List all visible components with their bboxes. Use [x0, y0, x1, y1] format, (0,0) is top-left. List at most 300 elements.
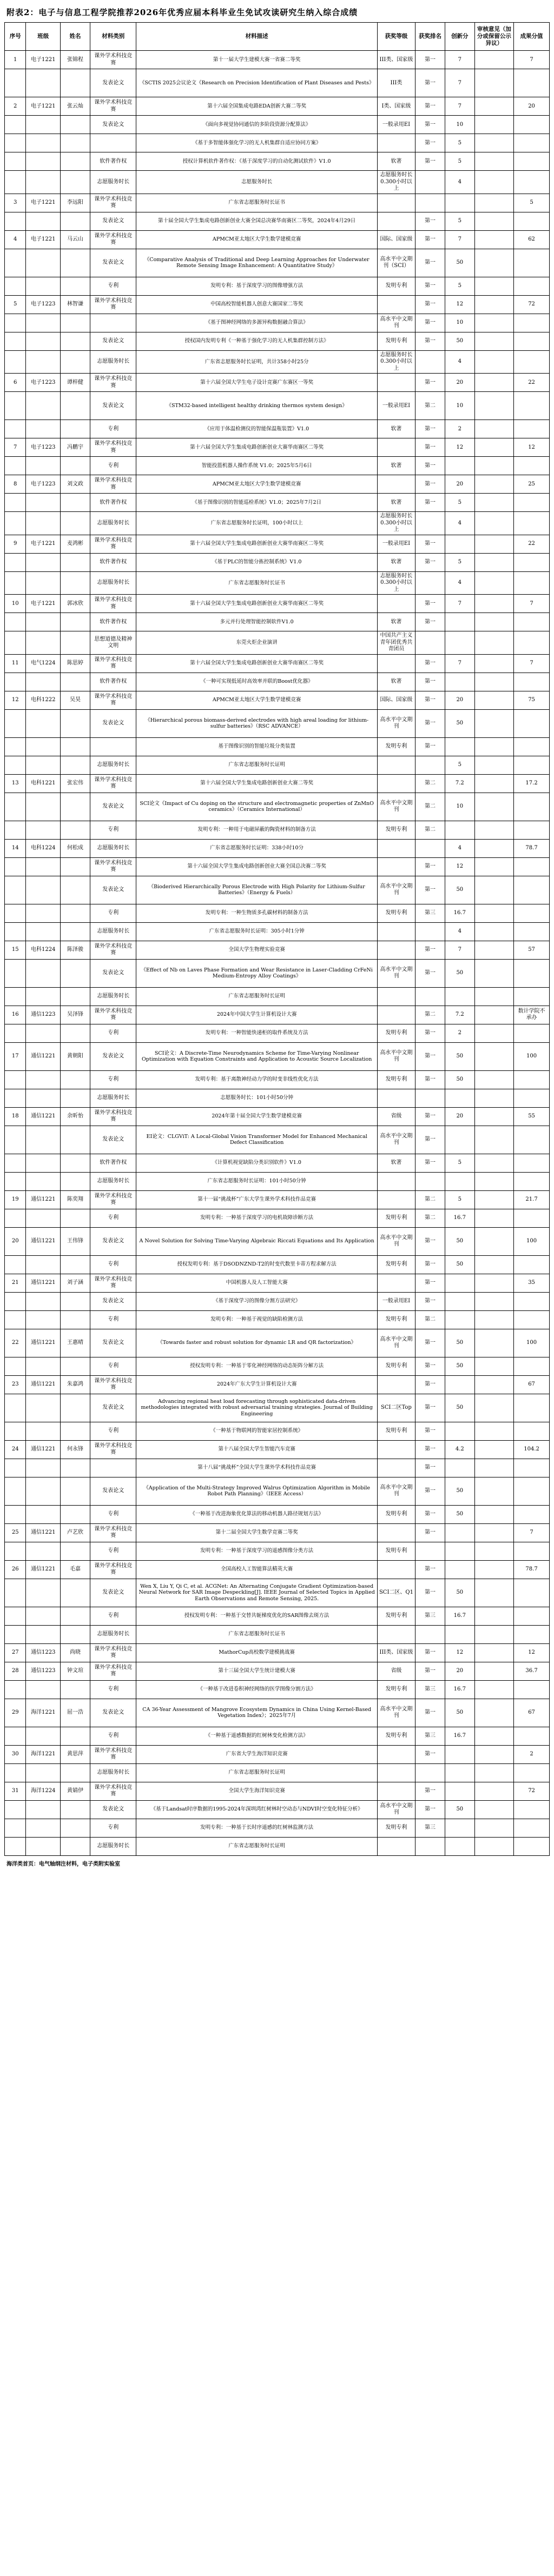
cell-name	[61, 69, 90, 97]
cell-description: 广东省志愿服务时长证明：305小时1分钟	[136, 922, 377, 941]
cell-name: 吴泽锋	[61, 1006, 90, 1024]
cell-category: 发表论文	[90, 212, 136, 230]
cell-rank: 第一	[416, 1255, 445, 1274]
cell-name	[61, 1607, 90, 1625]
cell-name	[61, 392, 90, 420]
cell-award-level	[377, 857, 415, 876]
cell-description: 广东省志愿服务时长证明	[136, 1837, 377, 1855]
cell-rank: 第一	[416, 97, 445, 116]
cell-index	[5, 1357, 26, 1375]
cell-award-level: 发明专利	[377, 904, 415, 922]
table-row	[5, 277, 550, 295]
cell-award-level: 发明专利	[377, 332, 415, 350]
cell-innovation-score: 20	[445, 691, 474, 709]
cell-class	[26, 392, 61, 420]
cell-class: 通信1223	[26, 1006, 61, 1024]
cell-index	[5, 512, 26, 535]
cell-rank: 第一	[416, 959, 445, 987]
cell-name: 冯鹏宇	[61, 438, 90, 457]
cell-name	[61, 631, 90, 655]
cell-category: 发表论文	[90, 709, 136, 737]
cell-class	[26, 709, 61, 737]
cell-index	[5, 494, 26, 512]
cell-innovation-score: 5	[445, 1190, 474, 1209]
cell-class	[26, 1357, 61, 1375]
cell-review-opinion	[474, 876, 513, 904]
cell-result-score: 7	[514, 595, 550, 613]
cell-description: Advancing regional heat load forecasting through sophisticated data-driven methodologies integrated with robust adversarial training strategies. Journal of Building Engineering	[136, 1394, 377, 1422]
cell-name	[61, 987, 90, 1006]
cell-index: 5	[5, 295, 26, 314]
cell-index	[5, 1837, 26, 1855]
cell-name	[61, 922, 90, 941]
cell-index	[5, 571, 26, 595]
cell-result-score	[514, 1477, 550, 1505]
cell-index	[5, 876, 26, 904]
cell-rank: 第二	[416, 774, 445, 793]
cell-award-level	[377, 941, 415, 959]
cell-rank: 第二	[416, 1190, 445, 1209]
cell-rank: 第一	[416, 134, 445, 152]
cell-class	[26, 1625, 61, 1643]
cell-result-score	[514, 116, 550, 134]
document-footer: 海洋类首页：电气轴纲注材料，电子类附实验室	[6, 1861, 120, 1867]
cell-description: 《基于图神经网络的多源异构数据融合算法》	[136, 314, 377, 332]
cell-result-score	[514, 1422, 550, 1440]
cell-award-level	[377, 374, 415, 392]
cell-category: 课外学术科技竞赛	[90, 374, 136, 392]
cell-rank	[416, 350, 445, 374]
cell-class: 电科1222	[26, 691, 61, 709]
cell-rank: 第一	[416, 535, 445, 553]
cell-rank: 第一	[416, 1477, 445, 1505]
table-row	[5, 1329, 550, 1357]
cell-review-opinion	[474, 1625, 513, 1643]
cell-award-level	[377, 1745, 415, 1763]
cell-category: 课外学术科技竞赛	[90, 1440, 136, 1459]
cell-innovation-score: 50	[445, 1477, 474, 1505]
cell-award-level: 高水平中文期刊	[377, 1699, 415, 1727]
table-row	[5, 595, 550, 613]
cell-review-opinion	[474, 1375, 513, 1394]
cell-class: 通信1221	[26, 1227, 61, 1255]
cell-index: 18	[5, 1107, 26, 1126]
cell-description: 发明专利：一种基于视觉的缺陷检测方法	[136, 1310, 377, 1329]
cell-result-score	[514, 1292, 550, 1310]
cell-index: 9	[5, 535, 26, 553]
table-row	[5, 1745, 550, 1763]
cell-innovation-score	[445, 1172, 474, 1190]
cell-review-opinion	[474, 1422, 513, 1440]
cell-description: 《一种基于遥感数据的红树林变化检测方法》	[136, 1727, 377, 1745]
cell-innovation-score: 4	[445, 350, 474, 374]
cell-rank: 第一	[416, 457, 445, 475]
cell-result-score: 7	[514, 1523, 550, 1542]
cell-rank	[416, 1172, 445, 1190]
cell-award-level	[377, 1837, 415, 1855]
cell-review-opinion	[474, 438, 513, 457]
cell-innovation-score: 7	[445, 654, 474, 673]
cell-rank: 第一	[416, 277, 445, 295]
cell-result-score	[514, 737, 550, 756]
cell-name	[61, 1310, 90, 1329]
cell-review-opinion	[474, 69, 513, 97]
cell-index: 17	[5, 1042, 26, 1070]
cell-description: 全国高校人工智能算法精英大赛	[136, 1560, 377, 1579]
cell-rank: 第一	[416, 1042, 445, 1070]
table-row	[5, 737, 550, 756]
cell-category: 专利	[90, 1024, 136, 1042]
cell-index: 12	[5, 691, 26, 709]
cell-category: 专利	[90, 457, 136, 475]
cell-name	[61, 1357, 90, 1375]
cell-category: 课外学术科技竞赛	[90, 1745, 136, 1763]
cell-rank: 第一	[416, 1560, 445, 1579]
cell-award-level: 高水平中文期刊	[377, 1477, 415, 1505]
cell-rank: 第一	[416, 1024, 445, 1042]
cell-class: 电子1223	[26, 475, 61, 494]
cell-name: 毛嘉	[61, 1560, 90, 1579]
cell-result-score	[514, 793, 550, 821]
cell-review-opinion	[474, 1070, 513, 1089]
cell-rank	[416, 171, 445, 194]
cell-index	[5, 420, 26, 438]
cell-review-opinion	[474, 249, 513, 277]
cell-class	[26, 1579, 61, 1607]
cell-rank: 第一	[416, 51, 445, 69]
cell-index: 7	[5, 438, 26, 457]
cell-review-opinion	[474, 392, 513, 420]
cell-name: 张云灿	[61, 97, 90, 116]
cell-innovation-score	[445, 1745, 474, 1763]
cell-description: 发明专利：一种生物质多孔碳材料的制备方法	[136, 904, 377, 922]
cell-rank: 第三	[416, 1680, 445, 1699]
cell-award-level	[377, 438, 415, 457]
cell-category: 专利	[90, 1209, 136, 1227]
cell-innovation-score: 5	[445, 756, 474, 774]
cell-name	[61, 959, 90, 987]
cell-result-score: 55	[514, 1107, 550, 1126]
cell-award-level: 发明专利	[377, 1209, 415, 1227]
cell-rank: 第一	[416, 1643, 445, 1662]
cell-name: 朱嘉鸿	[61, 1375, 90, 1394]
cell-review-opinion	[474, 212, 513, 230]
cell-rank: 第一	[416, 709, 445, 737]
cell-review-opinion	[474, 374, 513, 392]
cell-rank: 第三	[416, 1607, 445, 1625]
cell-description: 授权计算机软件著作权：《基于深度学习的自动化测试软件》V1.0	[136, 152, 377, 171]
cell-review-opinion	[474, 793, 513, 821]
cell-award-level: 中国共产主义青年团优秀共青团员	[377, 631, 415, 655]
cell-class: 通信1221	[26, 1274, 61, 1292]
cell-innovation-score: 50	[445, 1800, 474, 1819]
cell-innovation-score: 12	[445, 295, 474, 314]
cell-award-level: 发明专利	[377, 1422, 415, 1440]
cell-award-level: 软著	[377, 1154, 415, 1172]
cell-class: 电子1223	[26, 438, 61, 457]
cell-name	[61, 332, 90, 350]
cell-rank: 第一	[416, 1745, 445, 1763]
cell-name	[61, 1089, 90, 1107]
cell-review-opinion	[474, 904, 513, 922]
table-row	[5, 1607, 550, 1625]
cell-rank	[416, 194, 445, 212]
cell-rank	[416, 1763, 445, 1782]
cell-description: 《Hierarchical porous biomass-derived electrodes with high areal loading for lithium-sulfur batteries》（RSC ADVANCE）	[136, 709, 377, 737]
cell-name	[61, 116, 90, 134]
cell-innovation-score: 7	[445, 230, 474, 249]
cell-category: 课外学术科技竞赛	[90, 1662, 136, 1680]
table-row	[5, 457, 550, 475]
cell-class	[26, 116, 61, 134]
cell-award-level: 高水平中文期刊	[377, 793, 415, 821]
table-row	[5, 1024, 550, 1042]
cell-award-level	[377, 475, 415, 494]
cell-category: 发表论文	[90, 1477, 136, 1505]
cell-innovation-score	[445, 1625, 474, 1643]
cell-review-opinion	[474, 987, 513, 1006]
cell-result-score	[514, 1819, 550, 1837]
cell-description: 《一种可实现低延时高效率并联的Boost优化器》	[136, 673, 377, 691]
cell-class	[26, 1607, 61, 1625]
cell-index	[5, 1477, 26, 1505]
table-row	[5, 1274, 550, 1292]
cell-award-level	[377, 1625, 415, 1643]
cell-index	[5, 613, 26, 631]
cell-name	[61, 737, 90, 756]
cell-name: 吴昊	[61, 691, 90, 709]
cell-index	[5, 1579, 26, 1607]
cell-class	[26, 1209, 61, 1227]
cell-category: 软件著作权	[90, 613, 136, 631]
cell-description: 第十六届全国大学生集成电路创新创业大赛二等奖	[136, 774, 377, 793]
cell-rank: 第一	[416, 212, 445, 230]
cell-rank: 第一	[416, 1154, 445, 1172]
cell-class	[26, 1505, 61, 1523]
cell-innovation-score: 7	[445, 97, 474, 116]
cell-innovation-score: 7	[445, 51, 474, 69]
cell-review-opinion	[474, 1542, 513, 1560]
cell-description: 《计算机视觉缺陷分类识别软件》V1.0	[136, 1154, 377, 1172]
header-name: 姓名	[61, 23, 90, 51]
cell-result-score: 7	[514, 654, 550, 673]
cell-index: 30	[5, 1745, 26, 1763]
cell-award-level	[377, 1274, 415, 1292]
cell-index: 3	[5, 194, 26, 212]
cell-name	[61, 1579, 90, 1607]
cell-name	[61, 1625, 90, 1643]
cell-description: 第十一届大学生建模大赛一省赛二等奖	[136, 51, 377, 69]
cell-rank	[416, 1542, 445, 1560]
cell-name: 陈奕翔	[61, 1190, 90, 1209]
cell-award-level: 志愿服务时长0.300小时以上	[377, 571, 415, 595]
cell-description: 广东省志愿服务时长证书	[136, 1625, 377, 1643]
cell-award-level: 发明专利	[377, 1310, 415, 1329]
cell-result-score	[514, 1800, 550, 1819]
cell-innovation-score: 50	[445, 1255, 474, 1274]
cell-innovation-score: 10	[445, 793, 474, 821]
cell-award-level: 软著	[377, 553, 415, 571]
cell-award-level	[377, 1375, 415, 1394]
cell-rank: 第三	[416, 1819, 445, 1837]
cell-review-opinion	[474, 595, 513, 613]
cell-award-level: 省级	[377, 1107, 415, 1126]
cell-class: 电子1223	[26, 374, 61, 392]
cell-description: 广东省志愿服务时长证书	[136, 571, 377, 595]
table-row	[5, 134, 550, 152]
cell-award-level	[377, 1763, 415, 1782]
cell-category: 专利	[90, 1422, 136, 1440]
cell-innovation-score: 20	[445, 475, 474, 494]
cell-result-score	[514, 1505, 550, 1523]
cell-review-opinion	[474, 1579, 513, 1607]
cell-result-score: 21.7	[514, 1190, 550, 1209]
cell-name	[61, 1680, 90, 1699]
cell-description: 广东省志愿服务时长证明：101小时50分钟	[136, 1172, 377, 1190]
cell-result-score: 57	[514, 941, 550, 959]
cell-award-level: 发明专利	[377, 277, 415, 295]
cell-review-opinion	[474, 941, 513, 959]
cell-award-level: III类、国家级	[377, 51, 415, 69]
table-row	[5, 1089, 550, 1107]
table-row	[5, 212, 550, 230]
table-row	[5, 839, 550, 857]
cell-name	[61, 1837, 90, 1855]
cell-class: 电气1224	[26, 654, 61, 673]
header-innovation-score: 创新分	[445, 23, 474, 51]
cell-category: 志愿服务时长	[90, 987, 136, 1006]
cell-result-score	[514, 1070, 550, 1089]
cell-category: 思想道德及精神文明	[90, 631, 136, 655]
cell-name	[61, 277, 90, 295]
cell-name: 钟文瑄	[61, 1662, 90, 1680]
cell-description: 发明专利：一种基于长时序遥感的红树林监测方法	[136, 1819, 377, 1837]
cell-category: 专利	[90, 1819, 136, 1837]
cell-description: 第十六届全国大学生集成电路创新创业大赛华南赛区二等奖	[136, 595, 377, 613]
cell-innovation-score: 2	[445, 420, 474, 438]
cell-index: 4	[5, 230, 26, 249]
cell-description: 《Comparative Analysis of Traditional and Deep Learning Approaches for Underwater Remote Sensing Image Enhancement: A Quantitative Study》	[136, 249, 377, 277]
cell-award-level: 发明专利	[377, 1070, 415, 1089]
cell-class: 通信1221	[26, 1329, 61, 1357]
cell-rank: 第一	[416, 69, 445, 97]
cell-award-level: 发明专利	[377, 1357, 415, 1375]
cell-rank: 第一	[416, 1505, 445, 1523]
cell-innovation-score: 50	[445, 1070, 474, 1089]
cell-award-level	[377, 756, 415, 774]
cell-rank: 第一	[416, 374, 445, 392]
cell-class	[26, 1292, 61, 1310]
cell-name	[61, 1070, 90, 1089]
cell-name	[61, 1255, 90, 1274]
cell-innovation-score: 20	[445, 1107, 474, 1126]
cell-innovation-score: 10	[445, 314, 474, 332]
cell-award-level: 发明专利	[377, 1505, 415, 1523]
cell-rank: 第一	[416, 438, 445, 457]
cell-name: 陈泽骏	[61, 941, 90, 959]
cell-class: 通信1221	[26, 1190, 61, 1209]
cell-category: 发表论文	[90, 392, 136, 420]
cell-name: 林智谦	[61, 295, 90, 314]
cell-index	[5, 709, 26, 737]
cell-description: 授权发明专利：一种基于零化神经网络的动态矩阵分解方法	[136, 1357, 377, 1375]
cell-review-opinion	[474, 756, 513, 774]
cell-innovation-score: 50	[445, 1227, 474, 1255]
cell-innovation-score	[445, 1292, 474, 1310]
cell-category: 志愿服务时长	[90, 1172, 136, 1190]
cell-class	[26, 1070, 61, 1089]
cell-class	[26, 314, 61, 332]
cell-class: 海洋1224	[26, 1782, 61, 1800]
table-row	[5, 1625, 550, 1643]
cell-award-level	[377, 295, 415, 314]
cell-result-score	[514, 314, 550, 332]
cell-result-score	[514, 212, 550, 230]
cell-description: 《面向多视觉协同通信的多阶段资源分配算法》	[136, 116, 377, 134]
cell-result-score: 62	[514, 230, 550, 249]
cell-award-level: 发明专利	[377, 1255, 415, 1274]
cell-innovation-score	[445, 457, 474, 475]
cell-rank: 第一	[416, 295, 445, 314]
cell-award-level	[377, 1089, 415, 1107]
cell-description: 《基于图像识别的智能巡检系统》V1.0；2025年7月2日	[136, 494, 377, 512]
cell-description: 发明专利：一种用于电磁屏蔽的陶瓷材料的制备方法	[136, 821, 377, 839]
cell-name	[61, 1542, 90, 1560]
cell-result-score	[514, 1209, 550, 1227]
cell-category: 志愿服务时长	[90, 1089, 136, 1107]
cell-class	[26, 631, 61, 655]
cell-award-level: III类、国家级	[377, 1643, 415, 1662]
cell-category: 专利	[90, 821, 136, 839]
cell-class: 电科1224	[26, 839, 61, 857]
cell-rank: 第一	[416, 1440, 445, 1459]
table-row	[5, 1126, 550, 1154]
cell-index	[5, 857, 26, 876]
cell-result-score: 12	[514, 1643, 550, 1662]
table-row	[5, 941, 550, 959]
table-row	[5, 494, 550, 512]
cell-name: 麦鸿彬	[61, 535, 90, 553]
table-row	[5, 1227, 550, 1255]
table-row	[5, 1107, 550, 1126]
cell-innovation-score: 50	[445, 1505, 474, 1523]
cell-index: 13	[5, 774, 26, 793]
table-row	[5, 1042, 550, 1070]
cell-rank: 第一	[416, 152, 445, 171]
table-row	[5, 1172, 550, 1190]
cell-description: 《Towards faster and robust solution for dynamic LR and QR factorization》	[136, 1329, 377, 1357]
cell-result-score: 104.2	[514, 1440, 550, 1459]
cell-result-score	[514, 1126, 550, 1154]
cell-category	[90, 314, 136, 332]
cell-category: 发表论文	[90, 876, 136, 904]
cell-description: 2024年广东大学生计算机设计大赛	[136, 1375, 377, 1394]
cell-index	[5, 1154, 26, 1172]
cell-review-opinion	[474, 494, 513, 512]
cell-award-level: 软著	[377, 152, 415, 171]
cell-result-score	[514, 1459, 550, 1477]
cell-rank: 第二	[416, 392, 445, 420]
table-row	[5, 959, 550, 987]
cell-index	[5, 1800, 26, 1819]
cell-index	[5, 553, 26, 571]
cell-class	[26, 171, 61, 194]
cell-description: 广东省志愿服务时长证明，100小时以上	[136, 512, 377, 535]
cell-innovation-score	[445, 1560, 474, 1579]
cell-index	[5, 1310, 26, 1329]
cell-class: 通信1221	[26, 1440, 61, 1459]
cell-description: 第十届全国大学生集成电路创新创业大赛全国总决赛华南赛区二等奖，2024年4月29日	[136, 212, 377, 230]
